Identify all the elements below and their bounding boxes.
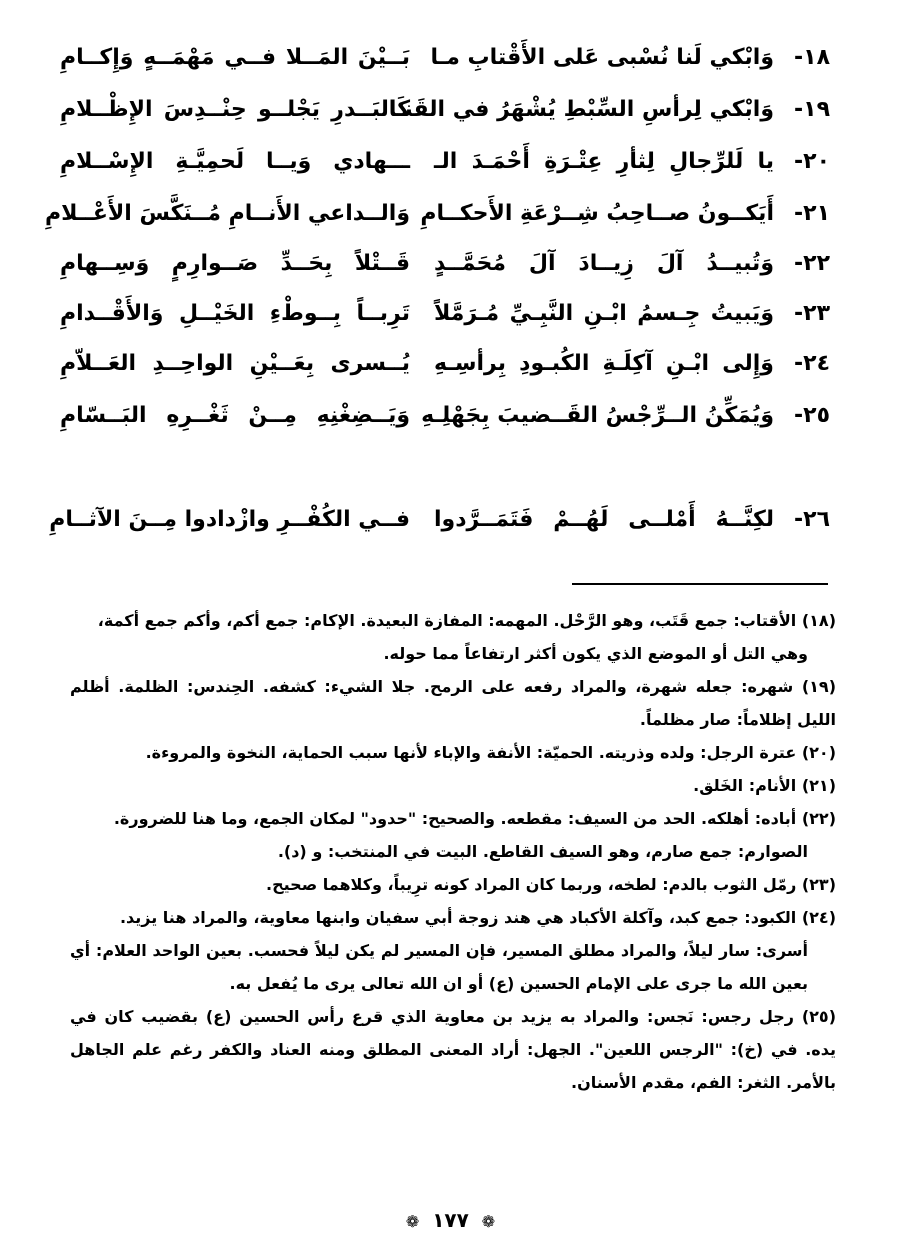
verse-first-hemistich: وَإِلى ابْـنِ آكِلَـةِ الكُبـودِ بِرأسِـهِ	[434, 351, 774, 376]
verse-first-hemistich: وَيُمَكِّنُ الــرِّجْسُ القَــضيبَ بِجَهْلِـهِ	[421, 403, 774, 428]
verse-26	[49, 500, 830, 540]
footnote-text: (٢٠) عترة الرجل: ولده وذريته. الحميّة: الأنفة والإباء لأنها سبب الحماية، النخوة والمروءة.	[145, 743, 836, 762]
verse-number: ١٨-	[794, 45, 830, 70]
page-number	[0, 1208, 901, 1232]
footnote-text: (٢١) الأنام: الخَلق.	[693, 776, 836, 795]
footnote-23	[70, 868, 836, 901]
verse-20	[60, 142, 830, 182]
footnote-20	[70, 736, 836, 769]
footnote-text: (٢٤) الكبود: جمع كبد، وآكلة الأكباد هي هند زوجة أبي سفيان وابنها معاوية، والمراد هنا يزيد.	[119, 908, 836, 927]
verse-first-hemistich: وَيَبيتُ جِـسمُ ابْـنِ النَّبِـيِّ مُـرَمَّلاً	[434, 301, 774, 326]
verse-first-hemistich: وَابْكي لِرأسِ السِّبْطِ يُشْهَرُ في القَنـا	[388, 97, 774, 122]
verse-first-hemistich: وَتُبيــدُ آلَ زِيــادَ آلَ مُحَمَّــدٍ	[434, 251, 774, 276]
footnote-text: (٢٥) رجل رجس: نَجس: والمراد به يزيد بن معاوية الذي قرع رأس الحسين (ع) بقضيب كان في يده. في (خ): "الرجس اللعين". الجهل: أراد المعنى المطلق ومنه العناد والكفر رغم علم الجاهل بالأمر. الثغر: الفم، مقدم الأسنان.	[70, 1007, 836, 1092]
footnote-25	[70, 1000, 836, 1099]
footnote-continuation: أسرى: سار ليلاً، والمراد مطلق المسير، فإن المسير لم يكن ليلاً فحسب. بعين الواحد العلام: أي بعين الله ما جرى على الإمام الحسين (ع) أو ان الله تعالى يرى ما يُفعل به.	[70, 941, 808, 993]
footnote-19	[70, 670, 836, 736]
verse-number: ٢٦-	[794, 507, 830, 532]
verse-second-hemistich: يُــسرى بِعَــيْنِ الواحِــدِ العَــلاّمِ	[60, 351, 410, 376]
footnote-text: (١٨) الأقتاب: جمع قَتَب، وهو الرَّحْل. المهمه: المفازة البعيدة. الإكام: جمع أكم، وأكم جمع أكمة،	[97, 611, 836, 630]
verse-second-hemistich: تَرِبــاً بِــوطْءِ الخَيْــلِ وَالأَقْــدامِ	[60, 301, 410, 326]
footnotes	[70, 604, 836, 1099]
page-number-text: ١٧٧	[432, 1208, 469, 1232]
footnote-continuation: الصوارم: جمع صارم، وهو السيف القاطع. البيت في المنتخب: و (د).	[277, 842, 808, 861]
verse-second-hemistich: كَالبَــدرِ يَجْلــو حِنْــدِسَ الإِظْــلامِ	[60, 97, 410, 122]
verse-number: ٢٠-	[794, 149, 830, 174]
verse-number: ٢٥-	[794, 403, 830, 428]
verse-number: ٢١-	[794, 201, 830, 226]
verse-first-hemistich: أَيَكــونُ صــاحِبُ شِــرْعَةِ الأَحكــامِ	[420, 201, 774, 226]
verse-21	[45, 194, 830, 234]
verse-number: ٢٤-	[794, 351, 830, 376]
verse-first-hemistich: يا لَلرِّجالِ لِثأرِ عِتْـرَةِ أَحْمَـدَ الـ	[434, 149, 774, 174]
footnote-text: (٢٣) رمّل الثوب بالدم: لطخه، وربما كان المراد كونه ترِيباً، وكلاهما صحيح.	[266, 875, 836, 894]
verse-second-hemistich: وَالــداعي الأَنــامِ مُــنَكَّسَ الأَعْــلامِ	[45, 201, 410, 226]
verse-22	[60, 244, 830, 284]
verse-second-hemistich: ـــهادي وَيــا لَحمِيَّـةِ الإِسْــلامِ	[60, 149, 410, 174]
verse-number: ١٩-	[794, 97, 830, 122]
footnote-text: (٢٢) أباده: أهلكه. الحد من السيف: مقطعه. والصحيح: "حدود" لمكان الجمع، وما هنا للضرورة.	[113, 809, 836, 828]
footnote-21	[70, 769, 836, 802]
ornament-right-icon: ❁	[481, 1212, 496, 1231]
verse-number: ٢٣-	[794, 301, 830, 326]
verse-second-hemistich: بَــيْنَ المَــلا فــي مَهْمَــهٍ وَإِكــامِ	[60, 45, 410, 70]
verse-23	[60, 294, 830, 334]
verse-first-hemistich: وَابْكي لَنا نُسْبى عَلى الأَقْتابِ مـا	[430, 45, 774, 70]
footnote-separator	[572, 583, 828, 585]
verse-25	[60, 396, 830, 436]
verse-second-hemistich: وَيَــضِغْنِهِ مِــنْ ثَغْــرِهِ البَــسّامِ	[60, 403, 410, 428]
verse-18	[60, 38, 830, 78]
verse-19	[60, 90, 830, 130]
verse-first-hemistich: لكِنَّــهُ أَمْلــى لَهُــمْ فَتَمَــرَّدوا	[434, 507, 774, 532]
verse-second-hemistich: قَــتْلاً بِحَــدِّ صَــوارِمٍ وَسِــهامِ	[60, 251, 410, 276]
footnote-continuation: وهي التل أو الموضع الذي يكون أكثر ارتفاعاً مما حوله.	[383, 644, 808, 663]
verse-number: ٢٢-	[794, 251, 830, 276]
footnote-24	[70, 901, 836, 1000]
footnote-22	[70, 802, 836, 868]
ornament-left-icon: ❁	[405, 1212, 420, 1231]
footnote-18	[70, 604, 836, 670]
verse-second-hemistich: فــي الكُفْــرِ وازْدادوا مِــنَ الآثــامِ	[49, 507, 410, 532]
footnote-text: (١٩) شهره: جعله شهرة، والمراد رفعه على الرمح. جلا الشيء: كشفه. الحِندس: الظلمة. أظلم الليل إظلاماً: صار مظلماً.	[70, 677, 836, 729]
verse-24	[60, 344, 830, 384]
